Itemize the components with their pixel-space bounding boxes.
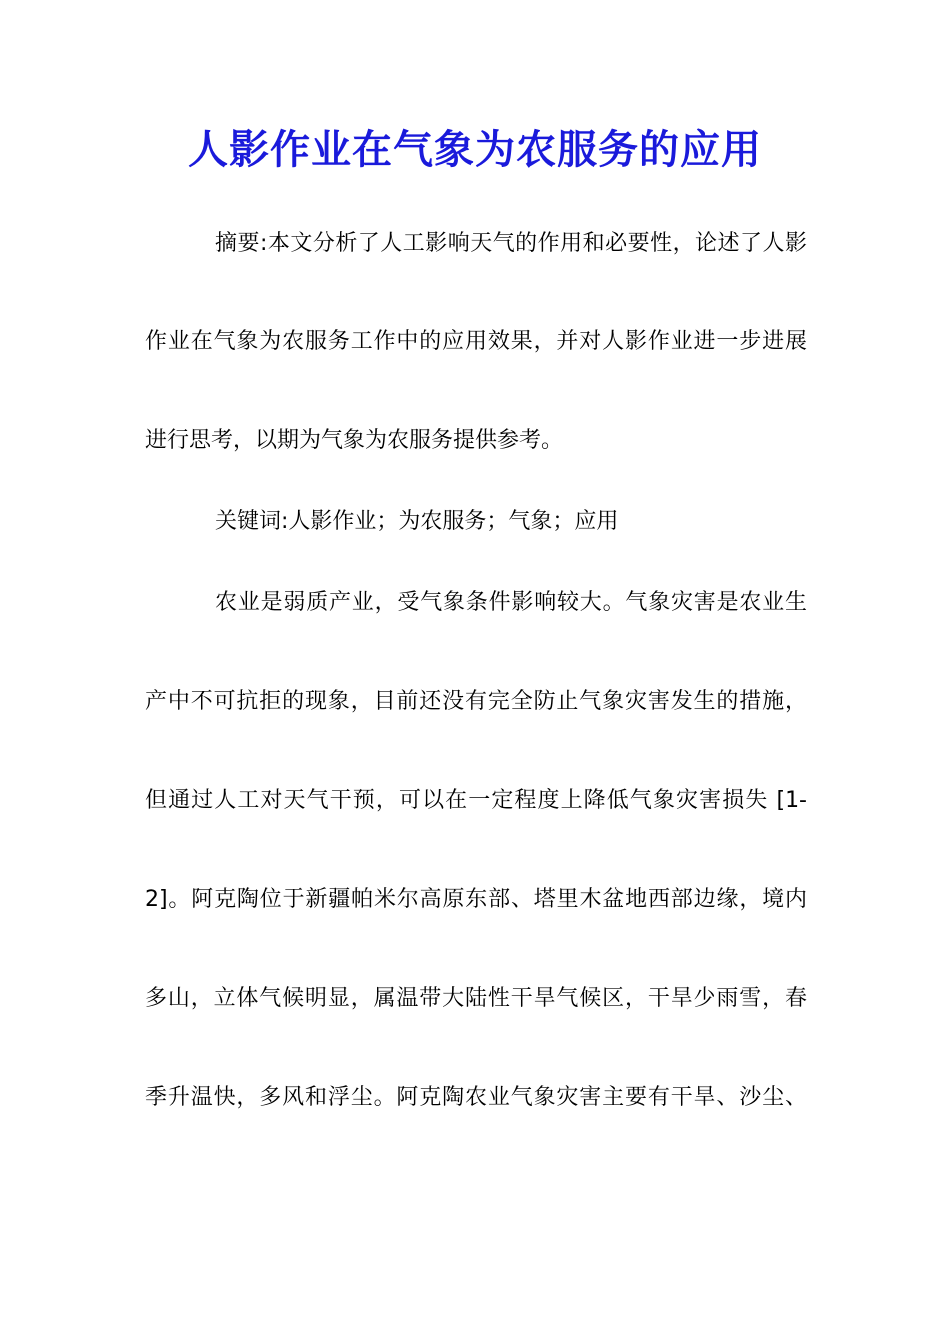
body-line-1: 农业是弱质产业，受气象条件影响较大。气象灾害是农业生	[215, 590, 807, 615]
abstract-line-1: 摘要:本文分析了人工影响天气的作用和必要性，论述了人影	[215, 231, 807, 256]
keywords-line: 关键词:人影作业；为农服务；气象；应用	[215, 509, 619, 534]
body-line-5: 多山，立体气候明显，属温带大陆性干旱气候区，干旱少雨雪，春	[145, 986, 807, 1011]
body-line-6: 季升温快，多风和浮尘。阿克陶农业气象灾害主要有干旱、沙尘、	[145, 1085, 807, 1110]
abstract-line-2: 作业在气象为农服务工作中的应用效果，并对人影作业进一步进展	[145, 329, 807, 354]
body-line-3: 但通过人工对天气干预，可以在一定程度上降低气象灾害损失 [1-	[145, 788, 807, 813]
body-line-2: 产中不可抗拒的现象，目前还没有完全防止气象灾害发生的措施，	[145, 689, 807, 714]
abstract-line-3: 进行思考，以期为气象为农服务提供参考。	[145, 428, 564, 453]
document-title: 人影作业在气象为农服务的应用	[188, 126, 762, 173]
body-line-4: 2]。阿克陶位于新疆帕米尔高原东部、塔里木盆地西部边缘，境内	[145, 887, 807, 912]
